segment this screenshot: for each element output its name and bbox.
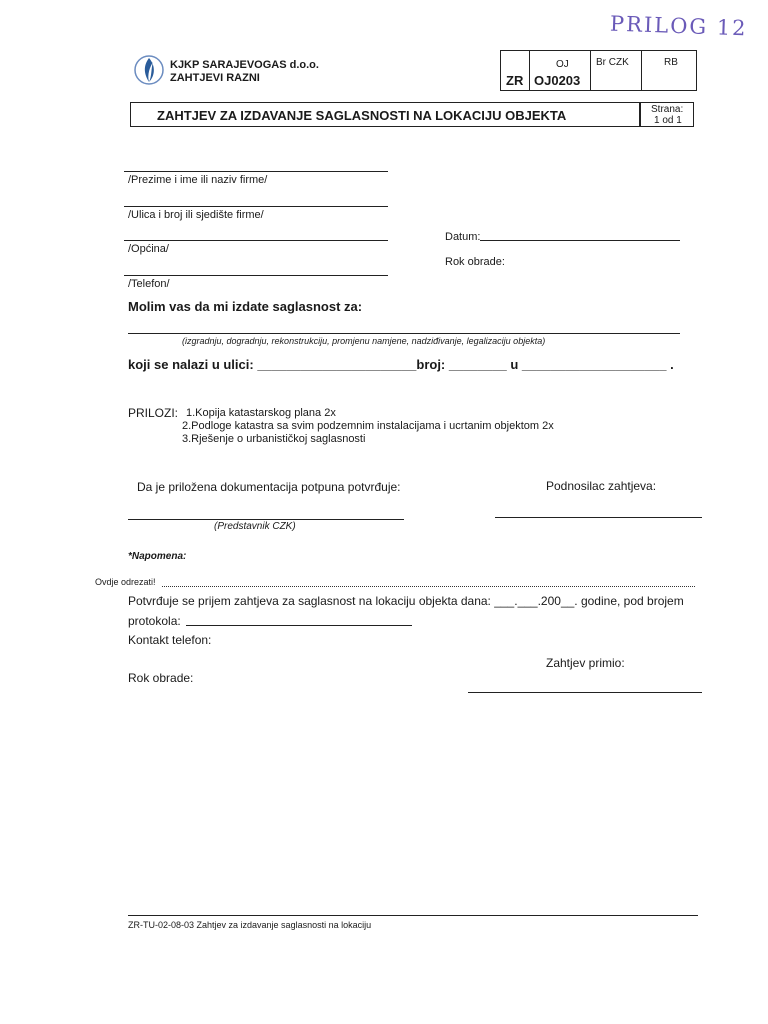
title-box bbox=[130, 102, 640, 127]
rb-cell bbox=[642, 51, 697, 91]
oj-label: OJ bbox=[556, 59, 569, 70]
phone-line[interactable] bbox=[124, 275, 388, 276]
cut-line bbox=[162, 586, 695, 587]
representative-signature-line[interactable] bbox=[128, 519, 404, 520]
request-heading: Molim vas da mi izdate saglasnost za: bbox=[128, 299, 363, 314]
request-options-note: (izgradnju, dogradnju, rekonstrukciju, promjenu namjene, nadziđivanje, legalizaciju objekta) bbox=[182, 336, 546, 346]
street-label: /Ulica i broj ili sjedište firme/ bbox=[128, 209, 264, 221]
code-prefix: ZR bbox=[506, 73, 524, 88]
footer-code: ZR-TU-02-08-03 Zahtjev za izdavanje saglasnosti na lokaciju bbox=[128, 920, 372, 930]
name-label: /Prezime i ime ili naziv firme/ bbox=[128, 174, 268, 186]
code-prefix-cell bbox=[501, 51, 530, 91]
oj-cell bbox=[530, 51, 591, 91]
page-box bbox=[640, 102, 694, 127]
company-name: KJKP SARAJEVOGAS d.o.o. bbox=[170, 59, 319, 71]
receipt-statement: Potvrđuje se prijem zahtjeva za saglasnost na lokaciju objekta dana: ___.___.200__. godine, pod brojem bbox=[128, 594, 684, 608]
page-label: Strana: bbox=[651, 104, 684, 115]
street-line[interactable] bbox=[124, 206, 388, 207]
name-line[interactable] bbox=[124, 171, 388, 172]
page-value: 1 od 1 bbox=[654, 115, 682, 126]
attachment-item-2: 2.Podloge katastra sa svim podzemnim instalacijama i ucrtanim objektom 2x bbox=[182, 420, 554, 432]
request-type-line[interactable] bbox=[128, 333, 680, 334]
handwritten-annotation: PRILOG 12 bbox=[609, 11, 748, 41]
applicant-signature-label: Podnosilac zahtjeva: bbox=[546, 479, 657, 493]
brczk-label: Br CZK bbox=[596, 57, 629, 68]
applicant-signature-line[interactable] bbox=[495, 517, 702, 518]
date-line[interactable] bbox=[480, 240, 680, 241]
municipality-label: /Općina/ bbox=[128, 243, 169, 255]
brczk-cell bbox=[591, 51, 642, 91]
cut-label: Ovdje odrezati! bbox=[95, 577, 156, 587]
date-label: Datum: bbox=[445, 231, 481, 243]
representative-label: (Predstavnik CZK) bbox=[214, 521, 296, 532]
received-by-line[interactable] bbox=[468, 692, 702, 693]
phone-label: /Telefon/ bbox=[128, 278, 170, 290]
receipt-deadline-label: Rok obrade: bbox=[128, 671, 194, 685]
contact-phone-label: Kontakt telefon: bbox=[128, 633, 212, 647]
oj-value: OJ0203 bbox=[534, 73, 581, 88]
docs-complete-label: Da je priložena dokumentacija potpuna potvrđuje: bbox=[137, 480, 401, 494]
municipality-line[interactable] bbox=[124, 240, 388, 241]
document-code-table bbox=[500, 50, 697, 91]
attachment-item-3: 3.Rješenje o urbanističkoj saglasnosti bbox=[182, 433, 366, 445]
form-title: ZAHTJEV ZA IZDAVANJE SAGLASNOSTI NA LOKACIJU OBJEKTA bbox=[157, 108, 567, 123]
note-label: *Napomena: bbox=[128, 551, 187, 562]
protocol-label: protokola: bbox=[128, 614, 181, 628]
rb-label: RB bbox=[664, 57, 678, 68]
department-name: ZAHTJEVI RAZNI bbox=[170, 72, 260, 84]
received-by-label: Zahtjev primio: bbox=[546, 656, 625, 670]
attachments-label: PRILOZI: bbox=[128, 406, 179, 420]
deadline-label: Rok obrade: bbox=[445, 256, 505, 268]
company-logo bbox=[134, 54, 164, 86]
location-line: koji se nalazi u ulici: ______________________broj: ________ u ____________________ . bbox=[128, 357, 674, 372]
footer-rule bbox=[128, 915, 698, 916]
protocol-line[interactable] bbox=[186, 625, 412, 626]
attachment-item-1: 1.Kopija katastarskog plana 2x bbox=[186, 407, 336, 419]
